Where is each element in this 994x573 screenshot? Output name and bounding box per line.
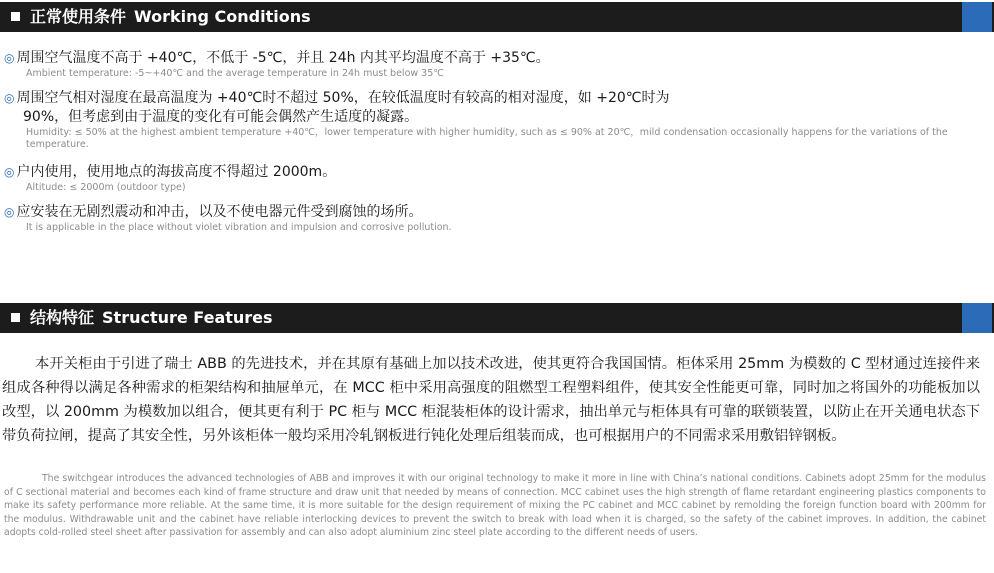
structure-paragraph-en: The switchgear introduces the advanced technologies of ABB and improves it with our original technology to make it more in line with China’s national conditions. Cabinets adopt 25mm for the modulus of C sectional material and becomes each kind of frame structure and draw unit that needed by means of connection. MCC cabinet uses the high strength of flame retardant engineering plastics components to make its safety performance more reliable. At the same time, it is more suitable for the design requirement of mixing the PC cabinet and MCC cabinet by remolding the foreign function board with 200mm for the modulus. Withdrawable unit and the cabinet have reliable interlocking devices to prevent the switch to break with load when it is charged, so the safety of the cabinet improves. In addition, the cabinet adopts cold-rolled steel sheet after passivation for assembly and can also adopt aluminium zinc steel plate according to the different needs of users.	[4, 473, 986, 539]
condition-item-altitude	[4, 163, 984, 194]
condition-text-zh-continued: 90%，但考虑到由于温度的变化有可能会偶然产生适度的凝露。	[23, 109, 419, 125]
section-title	[30, 2, 311, 32]
condition-item-humidity	[4, 89, 984, 151]
circle-bullet-icon: ◎	[4, 205, 15, 219]
header-accent-block	[962, 2, 992, 32]
condition-text-en: Humidity: ≤ 50% at the highest ambient temperature +40℃，lower temperature with higher humidity, such as ≤ 90% at 20℃，mild condensation occasionally happens for the variations of the temperature.	[26, 127, 948, 150]
section-title-zh: 正常使用条件	[30, 7, 127, 26]
section-title	[30, 303, 273, 333]
square-bullet-icon	[11, 12, 20, 21]
header-accent-block	[962, 303, 992, 333]
structure-paragraph-zh: 本开关柜由于引进了瑞士 ABB 的先进技术，并在其原有基础上加以技术改进，使其更符合我国国情。柜体采用 25mm 为模数的 C 型材通过连接件来组成各种得以满足各种需求的柜架结构和抽屉单元，在 MCC 柜中采用高强度的阻燃型工程塑料组件，使其安全性能更可靠，同时加之将国外的功能板加以改型，以 200mm 为模数加以组合，便其更有利于 PC 柜与 MCC 柜混装柜体的设计需求，抽出单元与柜体具有可靠的联锁装置，以防止在开关通电状态下带负荷拉闸，提高了其安全性，另外该柜体一般均采用冷轧钢板进行钝化处理后组装而成，也可根据用户的不同需求采用敷铝锌钢板。	[2, 356, 980, 444]
circle-bullet-icon: ◎	[4, 165, 15, 179]
condition-text-zh: 户内使用，使用地点的海拔高度不得超过 2000m。	[16, 164, 337, 180]
section-title-en: Structure Features	[102, 308, 273, 327]
square-bullet-icon	[11, 313, 20, 322]
section-header-working-conditions	[0, 2, 994, 32]
condition-text-zh: 应安装在无剧烈震动和冲击，以及不使电器元件受到腐蚀的场所。	[16, 204, 423, 220]
condition-text-zh: 周围空气相对湿度在最高温度为 +40℃时不超过 50%，在较低温度时有较高的相对湿度，如 +20℃时为	[16, 90, 670, 106]
section-title-en: Working Conditions	[134, 7, 311, 26]
condition-text-en: It is applicable in the place without violet vibration and impulsion and corrosive pollution.	[26, 222, 452, 233]
section-title-zh: 结构特征	[30, 308, 95, 327]
circle-bullet-icon: ◎	[4, 51, 15, 65]
condition-item-environment	[4, 203, 984, 234]
condition-item-temperature	[4, 49, 984, 80]
condition-text-en: Ambient temperature: -5~+40℃ and the average temperature in 24h must below 35℃	[26, 68, 444, 79]
section-header-structure-features	[0, 303, 994, 333]
condition-text-en: Altitude: ≤ 2000m (outdoor type)	[26, 182, 186, 193]
condition-text-zh: 周围空气温度不高于 +40℃，不低于 -5℃，并且 24h 内其平均温度不高于 +35℃。	[16, 50, 550, 66]
circle-bullet-icon: ◎	[4, 91, 15, 105]
